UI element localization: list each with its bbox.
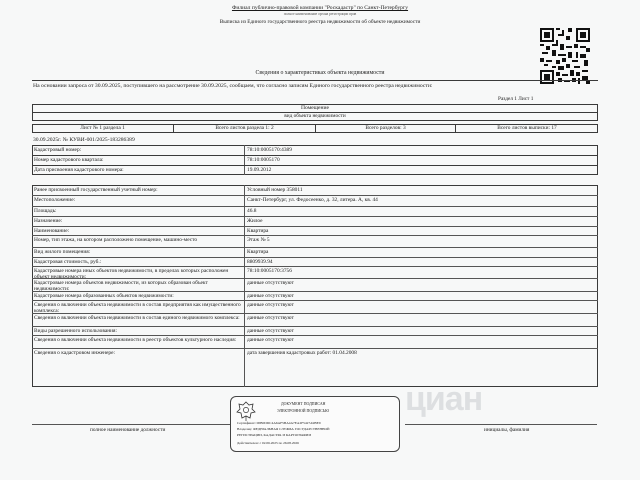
area-label: Площадь: — [34, 207, 57, 214]
request-intro: На основании запроса от 30.09.2025, поступившего на рассмотрение 30.09.2025, сообщаем, что согласно записям Единого государственного реестра недвижимости: — [33, 83, 433, 89]
cadastral-value-value: 8809939.94 — [247, 258, 273, 265]
sheet-label: Раздел 1 Лист 1 — [498, 96, 534, 102]
cadastral-engineer-label: Сведения о кадастровом инженере: — [34, 349, 116, 356]
purpose-value: Жилое — [247, 217, 263, 224]
quarter-number-value: 78:10:0005170 — [247, 157, 280, 163]
cadastral-value-label: Кадастровая стоимость, руб.: — [34, 258, 102, 265]
dwelling-type-label: Вид жилого помещения: — [34, 248, 91, 255]
floor-value: Этаж № 5 — [247, 236, 270, 243]
area-value: 46.8 — [247, 207, 257, 214]
registrar-caption: полное наименование органа регистрации прав — [283, 12, 357, 16]
assignment-date-label: Дата присвоения кадастрового номера: — [34, 167, 124, 173]
cadastral-number-label: Кадастровый номер: — [34, 147, 82, 153]
stamp-owner: Владелец: ФЕДЕРАЛЬНАЯ СЛУЖБА ГОСУДАРСТВЕННОЙ — [237, 427, 330, 431]
name-value: Квартира — [247, 227, 269, 234]
document-number: 30.09.2025г. № КУВИ-001/2025-183286389 — [33, 137, 135, 143]
parent-objects-value: 78:10:0005170:3756 — [247, 267, 292, 274]
signature-line — [32, 424, 230, 425]
object-type-caption: вид объекта недвижимости — [284, 113, 346, 119]
signature-line — [405, 424, 597, 425]
electronic-signature-stamp — [230, 396, 400, 452]
unified-complex-label: Сведения о включении объекта недвижимости в состав единого недвижимого комплекса: — [34, 314, 240, 321]
enterprise-complex-label: Сведения о включении объекта недвижимости в состав предприятия как имущественного комплекса: — [34, 301, 241, 313]
divider — [244, 145, 245, 175]
section-title: Сведения о характеристиках объекта недвижимости — [255, 70, 385, 76]
purpose-label: Назначение: — [34, 217, 63, 224]
sheets-in-section: Всего листов раздела 1: 2 — [215, 125, 274, 131]
cultural-heritage-label: Сведения о включении объекта недвижимости в реестр объектов культурного наследия: — [34, 336, 237, 343]
assignment-date-value: 19.09.2012 — [247, 167, 272, 173]
object-type: Помещение — [300, 105, 329, 111]
enterprise-complex-value: данные отсутствуют — [247, 301, 294, 308]
dwelling-type-value: Квартира — [247, 248, 269, 255]
parent-objects-label: Кадастровые номера иных объектов недвижимости, в пределах которых расположен объект недвижимости: — [34, 267, 229, 278]
stamp-certificate: Сертификат: 00B0DDC4A6AF5BA4A7EA2F5427A9BE9 — [237, 421, 321, 425]
divider — [32, 80, 598, 81]
unified-complex-value: данные отсутствуют — [247, 314, 294, 321]
qr-code-icon — [540, 28, 590, 84]
name-label: Наименование: — [34, 227, 70, 234]
cadastral-number-value: 78:10:0005170:4389 — [247, 147, 292, 153]
previous-number-value: Условный номер 358011 — [247, 186, 303, 193]
coat-of-arms-icon — [236, 400, 256, 422]
name-caption: инициалы, фамилия — [484, 427, 530, 433]
divider — [32, 165, 598, 166]
cadastral-engineer-value: дата завершения кадастровых работ: 01.04.2008 — [247, 349, 357, 356]
stamp-title: ДОКУМЕНТ ПОДПИСАН — [281, 402, 326, 406]
quarter-number-label: Номер кадастрового квартала: — [34, 157, 104, 163]
stamp-owner-cont: РЕГИСТРАЦИИ, КАДАСТРА И КАРТОГРАФИИ — [237, 433, 311, 437]
extract-title: Выписка из Единого государственного реестра недвижимости об объекте недвижимости — [219, 19, 421, 25]
stamp-subtitle: ЭЛЕКТРОННОЙ ПОДПИСЬЮ — [277, 409, 330, 413]
cultural-heritage-value: данные отсутствуют — [247, 336, 294, 343]
floor-label: Номер, тип этажа, на котором расположено помещение, машино-место — [34, 236, 198, 243]
sheet-number: Лист № 1 раздела 1 — [80, 125, 125, 131]
stamp-validity: Действителен: с 02.06.2025 по 26.08.2026 — [237, 441, 299, 445]
formed-objects-label: Кадастровые номера образованных объектов недвижимости: — [34, 292, 174, 299]
source-objects-label: Кадастровые номера объектов недвижимости, из которых образован объект недвижимости: — [34, 279, 208, 291]
location-label: Местоположение: — [34, 196, 76, 203]
permitted-use-label: Виды разрешенного использования: — [34, 327, 117, 334]
position-caption: полное наименование должности — [90, 427, 166, 433]
permitted-use-value: данные отсутствуют — [247, 327, 294, 334]
source-objects-value: данные отсутствуют — [247, 279, 294, 286]
registrar-name: Филиал публично-правовой компании "Роскадастр" по Санкт-Петербургу — [231, 5, 409, 11]
total-sections: Всего разделов: 3 — [365, 125, 406, 131]
formed-objects-value: данные отсутствуют — [247, 292, 294, 299]
previous-number-label: Ранее присвоенный государственный учетный номер: — [34, 186, 158, 193]
cian-watermark: циан — [405, 380, 483, 418]
total-sheets: Всего листов выписки: 17 — [497, 125, 557, 131]
divider — [32, 155, 598, 156]
location-value: Санкт-Петербург, ул. Федосеенко, д. 32, литера. А, кв. 44 — [247, 196, 378, 203]
